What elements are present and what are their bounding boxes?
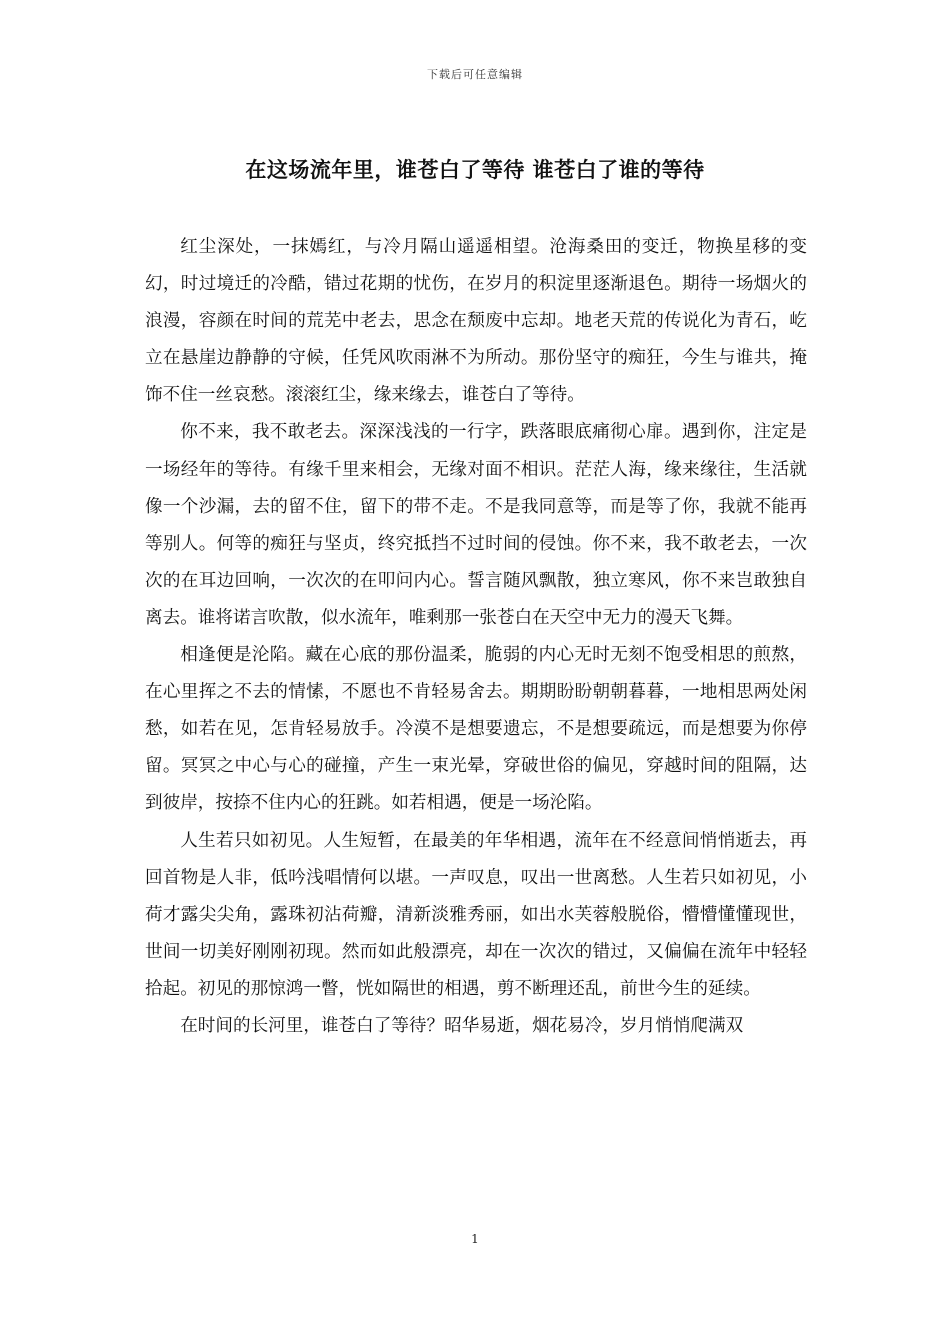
document-body bbox=[145, 229, 807, 1045]
page-number: 1 bbox=[471, 1232, 479, 1246]
paragraph: 相逢便是沦陷。藏在心底的那份温柔，脆弱的内心无时无刻不饱受相思的煎熬，在心里挥之不去的情愫，不愿也不肯轻易舍去。期期盼盼朝朝暮暮，一地相思两处闲愁，如若在见，怎肯轻易放手。冷漠不是想要遗忘，不是想要疏远，而是想要为你停留。冥冥之中心与心的碰撞，产生一束光晕，穿破世俗的偏见，穿越时间的阻隔，达到彼岸，按捺不住内心的狂跳。如若相遇，便是一场沦陷。 bbox=[145, 645, 807, 814]
paragraph: 红尘深处，一抹嫣红，与冷月隔山遥遥相望。沧海桑田的变迁，物换星移的变幻，时过境迁的冷酷，错过花期的忧伤，在岁月的积淀里逐渐退色。期待一场烟火的浪漫，容颜在时间的荒芜中老去，思念在颓废中忘却。地老天荒的传说化为青石，屹立在悬崖边静静的守候，任凭风吹雨淋不为所动。那份坚守的痴狂，今生与谁共，掩饰不住一丝哀愁。滚滚红尘，缘来缘去，谁苍白了等待。 bbox=[145, 237, 807, 406]
page-header-note: 下载后可任意编辑 bbox=[427, 68, 523, 81]
paragraph: 在时间的长河里，谁苍白了等待？昭华易逝，烟花易冷，岁月悄悄爬满双 bbox=[180, 1015, 744, 1036]
paragraph: 人生若只如初见。人生短暂，在最美的年华相遇，流年在不经意间悄悄逝去，再回首物是人非，低吟浅唱情何以堪。一声叹息，叹出一世离愁。人生若只如初见，小荷才露尖尖角，露珠初沾荷瓣，清新淡雅秀丽，如出水芙蓉般脱俗，懵懵懂懂现世，世间一切美好刚刚初现。然而如此般漂亮，却在一次次的错过，又偏偏在流年中轻轻拾起。初见的那惊鸿一瞥，恍如隔世的相遇，剪不断理还乱，前世今生的延续。 bbox=[145, 830, 807, 999]
document-title: 在这场流年里，谁苍白了等待 谁苍白了谁的等待 bbox=[245, 158, 705, 182]
paragraph: 你不来，我不敢老去。深深浅浅的一行字，跌落眼底痛彻心扉。遇到你，注定是一场经年的等待。有缘千里来相会，无缘对面不相识。茫茫人海，缘来缘往，生活就像一个沙漏，去的留不住，留下的带不走。不是我同意等，而是等了你，我就不能再等别人。何等的痴狂与坚贞，终究抵挡不过时间的侵蚀。你不来，我不敢老去，一次次的在耳边回响，一次次的在叩问内心。誓言随风飘散，独立寒风，你不来岂敢独自离去。谁将诺言吹散，似水流年，唯剩那一张苍白在天空中无力的漫天飞舞。 bbox=[145, 422, 807, 628]
